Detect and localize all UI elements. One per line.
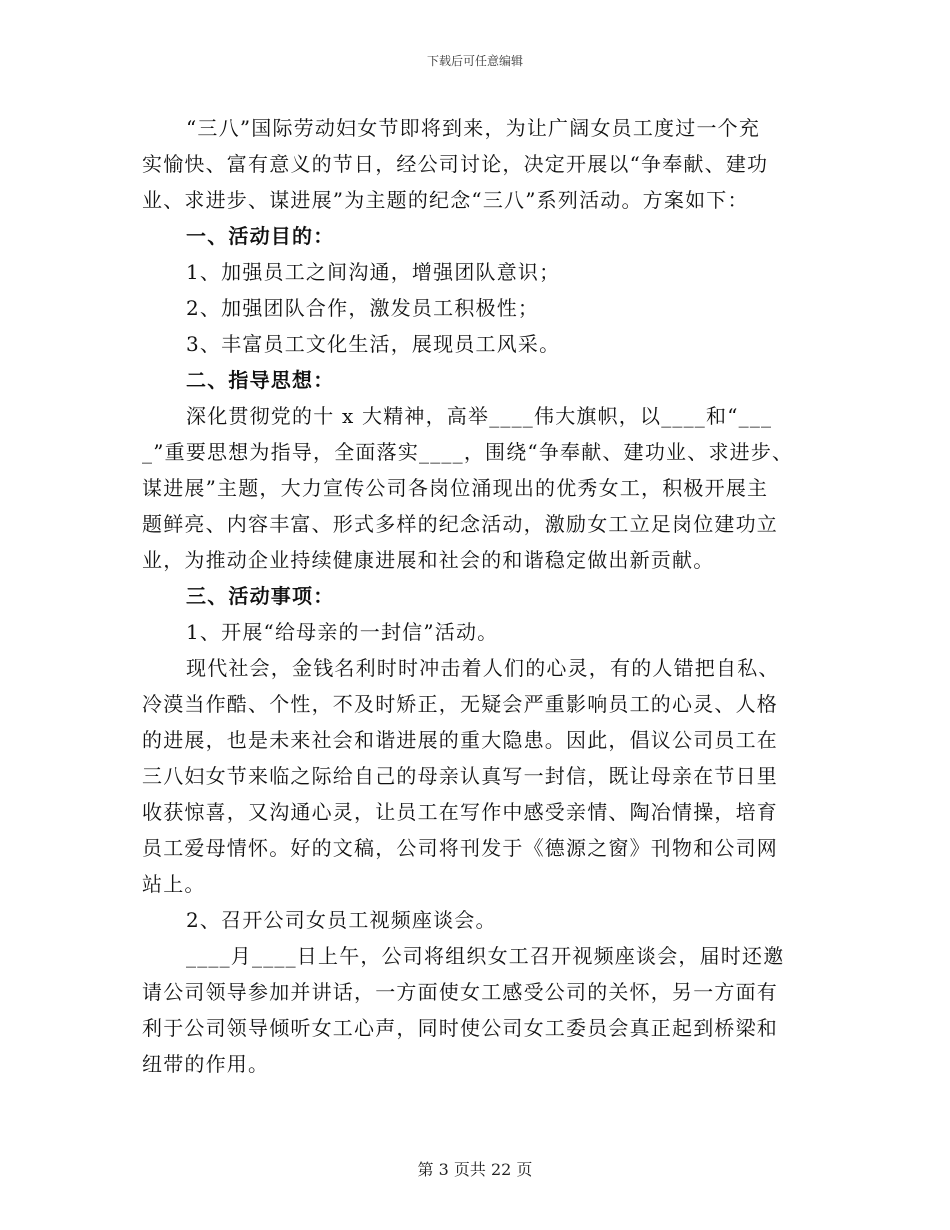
section-heading-activities: 三、活动事项： (186, 584, 335, 608)
activity-1-line-4: 三八妇女节来临之际给自己的母亲认真写一封信，既让母亲在节日里 (142, 764, 778, 788)
document-body (142, 110, 810, 1082)
page-header: 下载后可任意编辑 (426, 54, 523, 68)
paragraph-intro-line-1: “三八”国际劳动妇女节即将到来，为让广阔女员工度过一个充 (186, 116, 761, 140)
activity-1-line-3: 的进展，也是未来社会和谐进展的重大隐患。因此，倡议公司员工在 (142, 728, 778, 752)
activity-1-line-5: 收获惊喜，又沟通心灵，让员工在写作中感受亲情、陶冶情操，培育 (142, 800, 778, 824)
activity-1-line-7: 站上。 (142, 872, 206, 896)
activity-2-line-3: 利于公司领导倾听女工心声，同时使公司女工委员会真正起到桥梁和 (142, 1016, 778, 1040)
guideline-line-4: 题鲜亮、内容丰富、形式多样的纪念活动，激励女工立足岗位建功立 (142, 512, 778, 536)
guideline-line-5: 业，为推动企业持续健康进展和社会的和谐稳定做出新贡献。 (142, 548, 715, 572)
paragraph-intro-line-3: 业、求进步、谋进展”为主题的纪念“三八”系列活动。方案如下： (142, 188, 749, 212)
activity-2-line-1: ____月____日上午，公司将组织女工召开视频座谈会，届时还邀 (186, 944, 785, 968)
activity-1-line-2: 冷漠当作酷、个性，不及时矫正，无疑会严重影响员工的心灵、人格 (142, 692, 778, 716)
section-heading-purpose: 一、活动目的： (186, 224, 335, 248)
activity-1-line-6: 员工爱母情怀。好的文稿，公司将刊发于《德源之窗》刊物和公司网 (142, 836, 778, 860)
activity-2-title: 2、召开公司女员工视频座谈会。 (186, 908, 497, 932)
section-heading-guideline: 二、指导思想： (186, 368, 335, 392)
purpose-item-3: 3、丰富员工文化生活，展现员工风采。 (186, 332, 561, 356)
paragraph-intro-line-2: 实愉快、富有意义的节日，经公司讨论，决定开展以“争奉献、建功 (142, 152, 769, 176)
guideline-line-2: _”重要思想为指导，全面落实____，围绕“争奉献、建功业、求进步、 (142, 440, 794, 464)
activity-1-line-1: 现代社会，金钱名利时时冲击着人们的心灵，有的人错把自私、 (186, 656, 780, 680)
page-footer: 第 3 页共 22 页 (417, 1160, 533, 1179)
purpose-item-2: 2、加强团队合作，激发员工积极性； (186, 296, 540, 320)
purpose-item-1: 1、加强员工之间沟通，增强团队意识； (186, 260, 561, 284)
activity-1-title: 1、开展“给母亲的一封信”活动。 (186, 620, 499, 644)
guideline-line-3: 谋进展”主题，大力宣传公司各岗位涌现出的优秀女工，积极开展主 (142, 476, 769, 500)
guideline-line-1: 深化贯彻党的十 x 大精神，高举____伟大旗帜，以____和“___ (186, 404, 773, 428)
activity-2-line-2: 请公司领导参加并讲话，一方面使女工感受公司的关怀，另一方面有 (142, 980, 778, 1004)
activity-2-line-4: 纽带的作用。 (142, 1052, 270, 1076)
